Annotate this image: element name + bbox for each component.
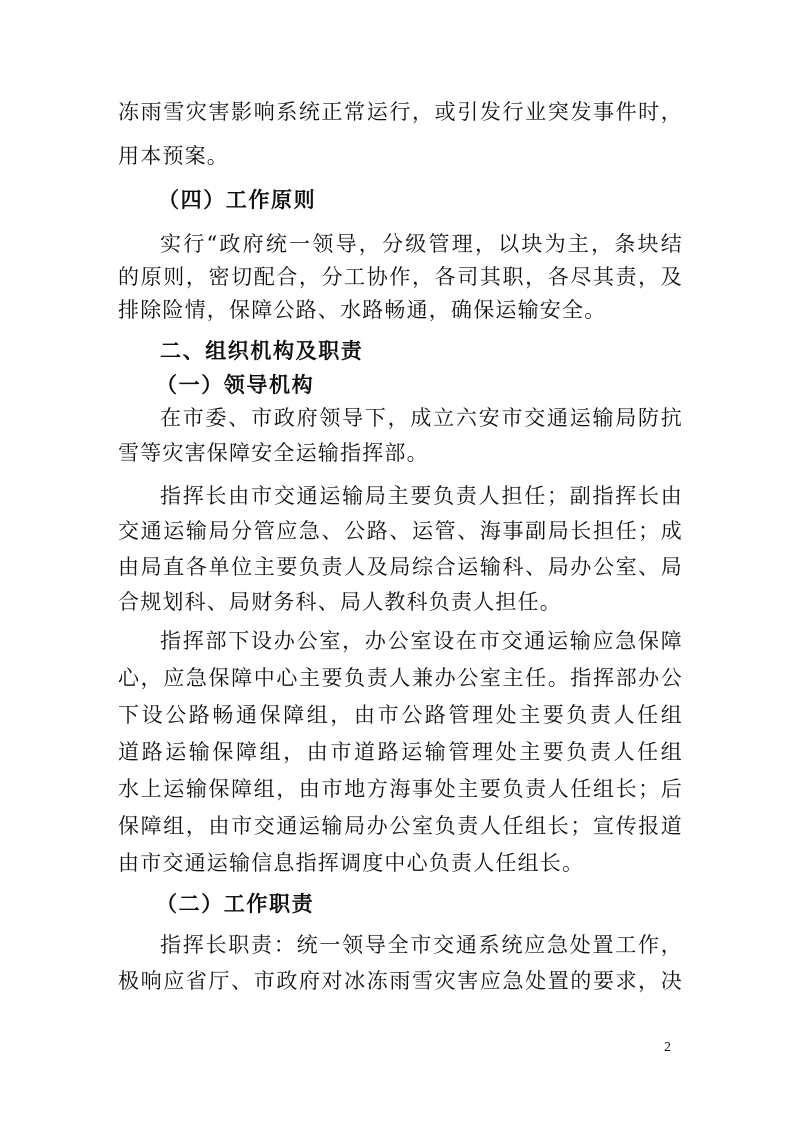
body-text-line: 下设公路畅通保障组，由市公路管理处主要负责人任组 [118, 703, 683, 727]
body-text-line: 指挥长职责：统一领导全市交通系统应急处置工作， [160, 933, 683, 957]
body-text-line: 极响应省厅、市政府对冰冻雨雪灾害应急处置的要求，决 [118, 969, 683, 993]
body-text-line: 排除险情，保障公路、水路畅通，确保运输安全。 [118, 298, 607, 322]
body-text-line: 在市委、市政府领导下，成立六安市交通运输局防抗 [160, 406, 683, 430]
body-text-line: 水上运输保障组，由市地方海事处主要负责人任组长；后 [118, 777, 683, 801]
body-text-line: 指挥部下设办公室，办公室设在市交通运输应急保障 [160, 629, 683, 653]
body-text-line: 心，应急保障中心主要负责人兼办公室主任。指挥部办公 [118, 666, 683, 690]
page-number: 2 [664, 1040, 671, 1055]
body-text-line: 保障组，由市交通运输局办公室负责人任组长；宣传报道 [118, 814, 683, 838]
section-heading: （二）工作职责 [156, 892, 315, 916]
body-text-line: 合规划科、局财务科、局人教科负责人担任。 [118, 590, 562, 614]
body-text-line: 指挥长由市交通运输局主要负责人担任；副指挥长由 [160, 484, 683, 508]
body-text-line: 由市交通运输信息指挥调度中心负责人任组长。 [118, 851, 585, 875]
body-text-line: 交通运输局分管应急、公路、运管、海事副局长担任；成 [118, 519, 683, 543]
body-text-line: 实行“政府统一领导，分级管理，以块为主，条块结 [160, 232, 683, 256]
chapter-heading: 二、组织机构及职责 [160, 339, 364, 363]
section-heading: （一）领导机构 [156, 373, 315, 397]
body-text-line: 的原则，密切配合，分工协作，各司其职，各尽其责，及 [118, 265, 683, 289]
body-text-line: 道路运输保障组，由市道路运输管理处主要负责人任组 [118, 740, 683, 764]
body-text-line: 用本预案。 [118, 144, 229, 168]
body-text-line: 冻雨雪灾害影响系统正常运行，或引发行业突发事件时， [118, 100, 683, 124]
body-text-line: 由局直各单位主要负责人及局综合运输科、局办公室、局 [118, 555, 683, 579]
section-heading: （四）工作原则 [158, 188, 317, 212]
body-text-line: 雪等灾害保障安全运输指挥部。 [118, 441, 429, 465]
